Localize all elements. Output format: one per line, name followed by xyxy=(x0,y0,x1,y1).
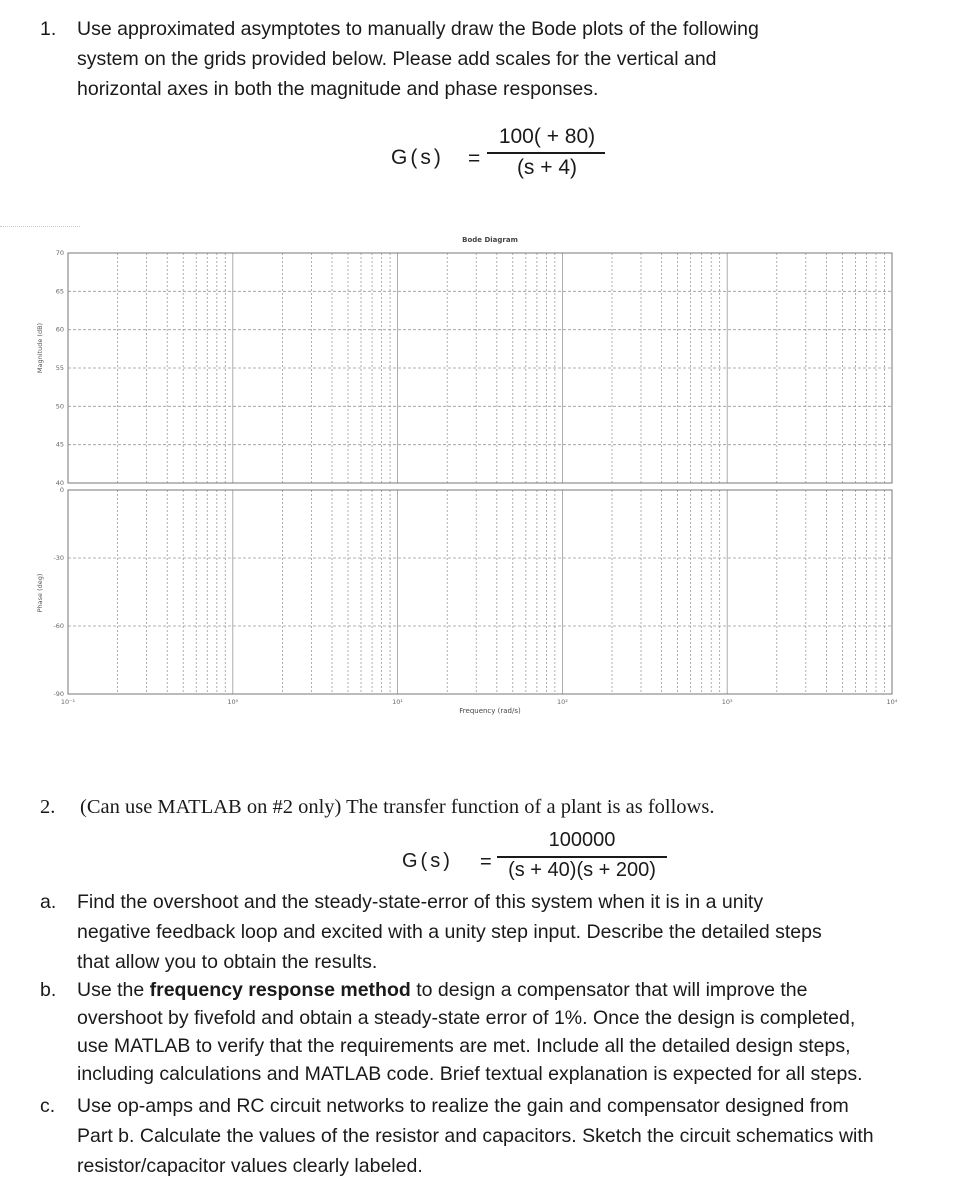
phase-tick-label: 0 xyxy=(59,486,64,494)
x-tick-label: 10⁰ xyxy=(227,698,239,706)
phase-plot-frame xyxy=(68,490,892,694)
mag-tick-label: 55 xyxy=(55,364,64,372)
q2b-line-4: including calculations and MATLAB code. Brief textual explanation is expected for all steps. xyxy=(77,1063,863,1085)
mag-ylabel: Magnitude (dB) xyxy=(36,322,44,374)
phase-ylabel: Phase (deg) xyxy=(36,573,44,613)
x-tick-label: 10¹ xyxy=(392,698,404,706)
q1-eq-sign: = xyxy=(468,147,481,170)
x-tick-label: 10³ xyxy=(721,698,733,706)
mag-tick-label: 40 xyxy=(55,479,64,487)
mag-tick-label: 70 xyxy=(55,249,64,257)
q2b-label: b. xyxy=(40,979,57,1001)
q2-eq-sign: = xyxy=(480,851,492,873)
mag-tick-label: 45 xyxy=(55,440,64,449)
bode-title: Bode Diagram xyxy=(462,236,518,244)
q1-eq-numerator: 100( + 80) xyxy=(498,125,596,148)
bode-xlabel: Frequency (rad/s) xyxy=(459,707,521,715)
q2a-line-1: Find the overshoot and the steady-state-error of this system when it is in a unity xyxy=(77,891,764,913)
x-tick-label: 10⁻¹ xyxy=(60,698,76,706)
q2-eq-fraction-bar xyxy=(497,856,667,858)
q1-line-1: Use approximated asymptotes to manually draw the Bode plots of the following xyxy=(77,18,759,40)
q2-number: 2. xyxy=(40,796,56,818)
q1-eq-fraction-bar xyxy=(487,152,605,154)
q2-eq-denominator: (s + 40)(s + 200) xyxy=(508,859,656,881)
q2b-line-2: overshoot by fivefold and obtain a steady-state error of 1%. Once the design is completed, xyxy=(77,1007,856,1029)
q1-number: 1. xyxy=(40,18,57,40)
q2b-line-1: Use the frequency response method to design a compensator that will improve the xyxy=(77,979,808,1001)
q1-eq-lhs: G(s) xyxy=(391,146,444,169)
mag-tick-label: 60 xyxy=(55,325,64,334)
q2a-line-3: that allow you to obtain the results. xyxy=(77,951,378,973)
x-tick-label: 10⁴ xyxy=(886,698,898,706)
q2b-bold-phrase: frequency response method xyxy=(149,979,411,1001)
x-tick-label: 10² xyxy=(556,698,568,706)
q2c-line-3: resistor/capacitor values clearly labeled. xyxy=(77,1155,423,1177)
q2b-line-3: use MATLAB to verify that the requirements are met. Include all the detailed design steps, xyxy=(77,1035,851,1057)
scan-artifact xyxy=(0,226,80,227)
mag-tick-label: 50 xyxy=(55,402,64,411)
q2-intro: (Can use MATLAB on #2 only) The transfer function of a plant is as follows. xyxy=(80,796,715,818)
q2a-line-2: negative feedback loop and excited with a unity step input. Describe the detailed steps xyxy=(77,921,822,943)
q2c-label: c. xyxy=(40,1095,56,1117)
q2c-line-2: Part b. Calculate the values of the resistor and capacitors. Sketch the circuit schematics with xyxy=(77,1125,874,1147)
q2-eq-lhs: G(s) xyxy=(402,850,453,872)
q1-eq-denominator: (s + 4) xyxy=(516,156,578,179)
q2-eq-numerator: 100000 xyxy=(548,829,616,851)
phase-tick-label: -60 xyxy=(53,622,64,630)
q2c-line-1: Use op-amps and RC circuit networks to realize the gain and compensator designed from xyxy=(77,1095,849,1117)
q1-line-3: horizontal axes in both the magnitude and phase responses. xyxy=(77,78,599,100)
mag-tick-label: 65 xyxy=(55,287,64,296)
q2a-label: a. xyxy=(40,891,57,913)
q1-line-2: system on the grids provided below. Please add scales for the vertical and xyxy=(77,48,717,70)
phase-tick-label: -30 xyxy=(53,554,64,562)
bode-diagram xyxy=(0,228,970,718)
phase-tick-label: -90 xyxy=(53,690,64,698)
